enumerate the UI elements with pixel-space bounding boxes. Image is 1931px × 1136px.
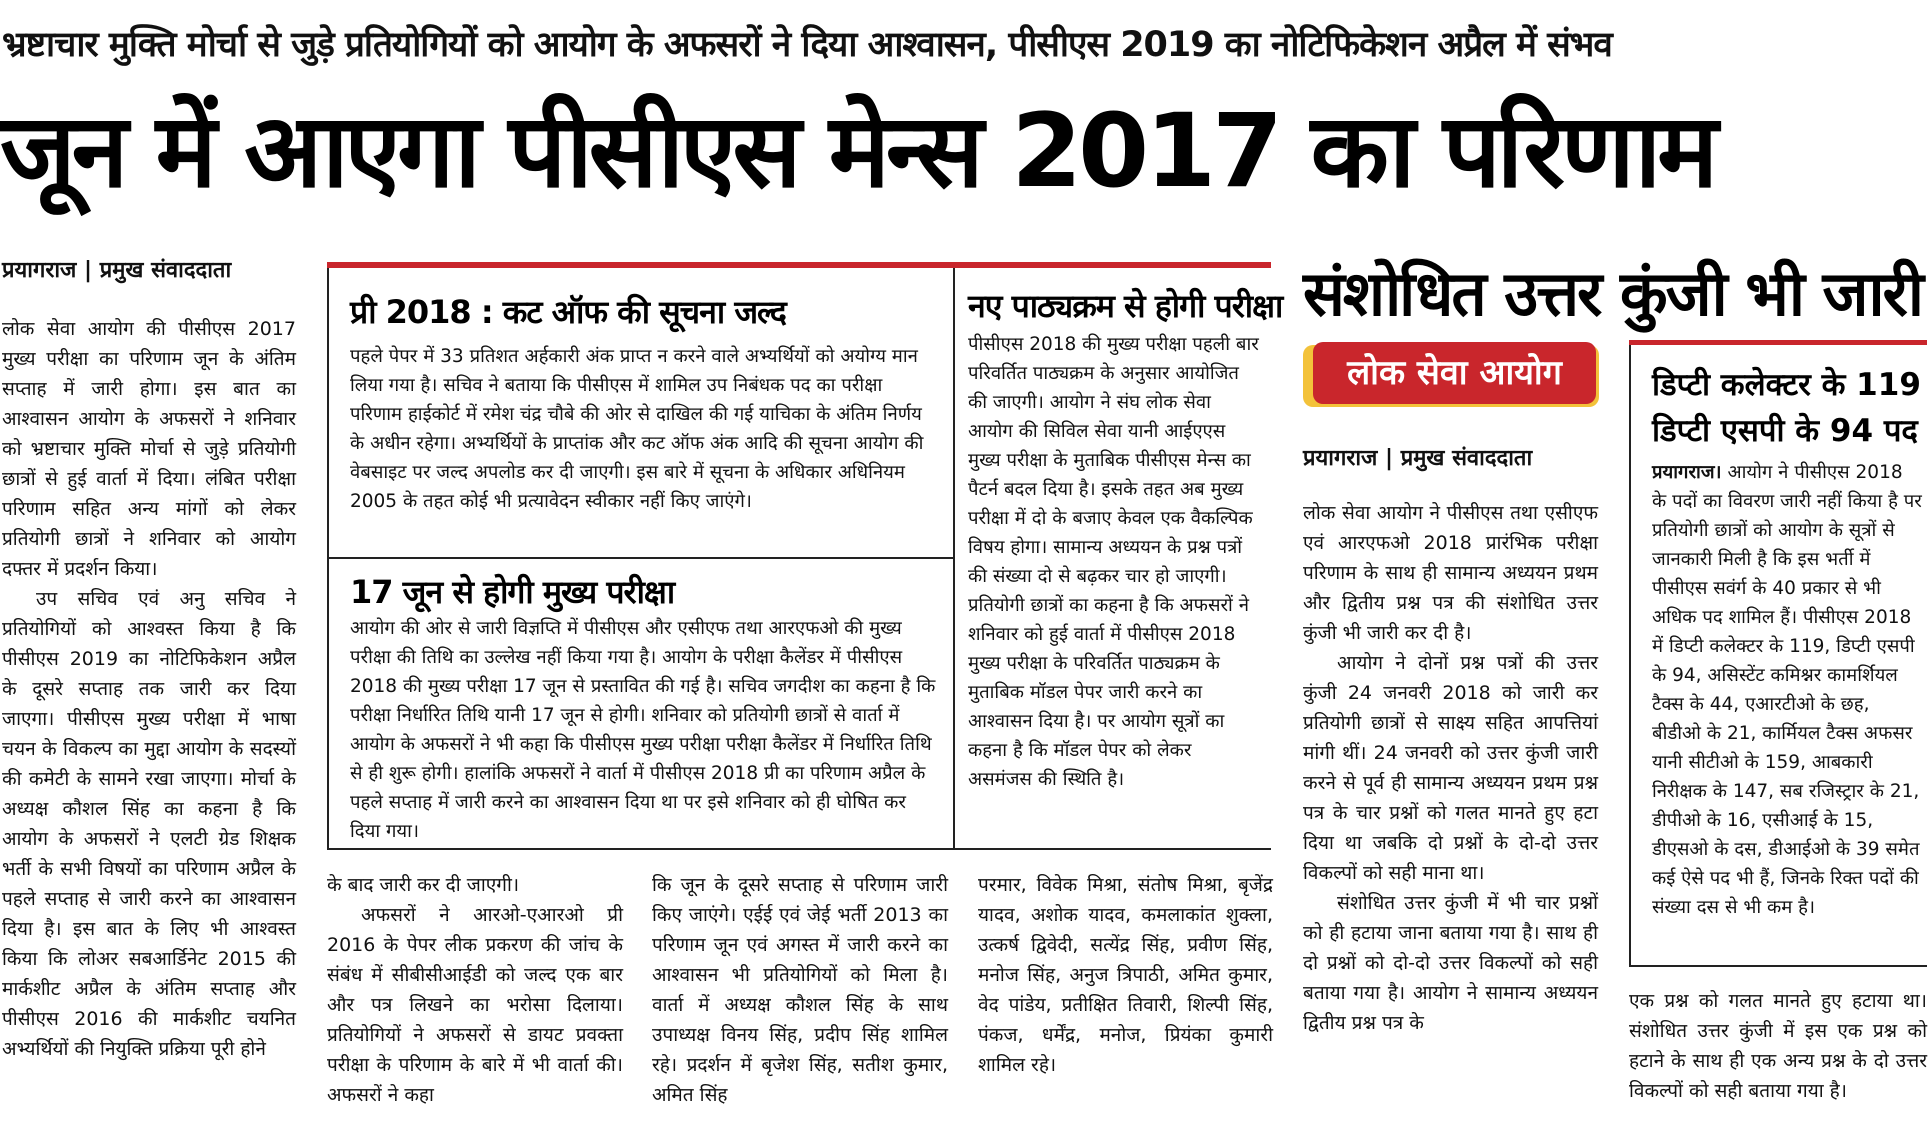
box-3-title: नए पाठ्यक्रम से होगी परीक्षा xyxy=(968,287,1283,325)
column-4-paragraph: परमार, विवेक मिश्रा, संतोष मिश्रा, बृजेंद्र यादव, अशोक यादव, कमलाकांत शुक्ला, उत्कर्ष द्विवेदी, सत्येंद्र सिंह, प्रवीण सिंह, मनोज सिंह, अनुज त्रिपाठी, अमित कुमार, वेद पांडेय, प्रतीक्षित तिवारी, शिल्पी सिंह, पंकज, धर्मेंद्र, मनोज, प्रियंका कुमारी शामिल रहे। xyxy=(978,874,1273,1076)
kicker-line: भ्रष्टाचार मुक्ति मोर्चा से जुड़े प्रतियोगियों को आयोग के अफसरों ने दिया आश्वासन, पीसीएस 2019 का नोटिफिकेशन अप्रैल में संभव xyxy=(2,25,1612,65)
column-1-paragraph-2: उप सचिव एवं अनु सचिव ने प्रतियोगियों को आश्वस्त किया है कि पीसीएस 2019 का नोटिफिकेशन अप्रैल के दूसरे सप्ताह तक जारी कर दिया जाएगा। पीसीएस मुख्य परीक्षा में भाषा चयन के विकल्प का मुद्दा आयोग के सदस्यों की कमेटी के सामने रखा जाएगा। मोर्चा के अध्यक्ष कौशल सिंह का कहना है कि आयोग के अफसरों ने एलटी ग्रेड शिक्षक भर्ती के सभी विषयों का परिणाम अप्रैल के पहले सप्ताह से जारी करने का आश्वासन दिया है। इस बात के लिए भी आश्वस्त किया कि लोअर सबआर्डिनेट 2015 की मार्कशीट अप्रैल के अंतिम सप्ताह और पीसीएस 2016 की मार्कशीट चयनित अभ्यर्थियों की नियुक्ति प्रक्रिया पूरी होने xyxy=(2,588,296,1060)
column-1-paragraph-1: लोक सेवा आयोग की पीसीएस 2017 मुख्य परीक्षा का परिणाम जून के अंतिम सप्ताह में जारी होगा। इस बात का आश्वासन आयोग के अफसरों ने शनिवार को भ्रष्टाचार मुक्ति मोर्चा से जुड़े प्रतियोगी छात्रों से हुई वार्ता में दिया। लंबित परीक्षा परिणाम सहित अन्य मांगों को लेकर प्रतियोगी छात्रों ने शनिवार को आयोग दफ्तर में प्रदर्शन किया। xyxy=(2,318,296,580)
side-paragraph-2: आयोग ने दोनों प्रश्न पत्रों की उत्तर कुंजी 24 जनवरी 2018 को जारी कर प्रतियोगी छात्रों से साक्ष्य सहित आपत्तियां मांगी थीं। 24 जनवरी को उत्तर कुंजी जारी करने से पूर्व ही सामान्य अध्ययन प्रथम प्रश्न पत्र के चार प्रश्नों को गलत मानते हुए हटा दिया था जबकि दो प्रश्नों के दो-दो उत्तर विकल्पों को सही माना था। xyxy=(1303,652,1598,884)
commission-badge: लोक सेवा आयोग xyxy=(1313,342,1596,404)
box-divider-vertical xyxy=(953,268,955,848)
right-box-lead: प्रयागराज। xyxy=(1652,462,1722,483)
box-1-title: प्री 2018 : कट ऑफ की सूचना जल्द xyxy=(350,293,786,331)
side-paragraph-3: संशोधित उत्तर कुंजी में भी चार प्रश्नों को ही हटाया जाना बताया गया है। साथ ही दो प्रश्नों को दो-दो उत्तर विकल्पों को सही बताया गया है। आयोग ने सामान्य अध्ययन द्वितीय प्रश्न पत्र के xyxy=(1303,892,1598,1034)
right-footer-text: एक प्रश्न को गलत मानते हुए हटाया था। संशोधित उत्तर कुंजी में इस एक प्रश्न को हटाने के साथ ही एक अन्य प्रश्न के दो उत्तर विकल्पों को सही बताया गया है। xyxy=(1629,990,1927,1102)
article-column-1 xyxy=(2,314,296,1064)
article-column-3 xyxy=(652,870,948,1110)
right-box-bottom-border xyxy=(1629,965,1927,967)
side-byline: प्रयागराज | प्रमुख संवाददाता xyxy=(1303,446,1533,471)
box-2-title: 17 जून से होगी मुख्य परीक्षा xyxy=(350,573,675,611)
right-box-body: आयोग ने पीसीएस 2018 के पदों का विवरण जारी नहीं किया है पर प्रतियोगी छात्रों को आयोग के सूत्रों से जानकारी मिली है कि इस भर्ती में पीसीएस सवंर्ग के 40 प्रकार से भी अधिक पद शामिल हैं। पीसीएस 2018 में डिप्टी कलेक्टर के 119, डिप्टी एसपी के 94, असिस्टेंट कमिश्नर कामर्शियल टैक्स के 44, एआरटीओ के छह, बीडीओ के 21, कार्मियल टैक्स अफसर यानी सीटीओ के 159, आबकारी निरीक्षक के 147, सब रजिस्ट्रार के 21, डीपीओ के 16, एसीआई के 15, डीएसओ के दस, डीआईओ के 39 समेत कई ऐसे पद भी हैं, जिनके रिक्त पदों की संख्या दस से भी कम है। xyxy=(1652,462,1922,918)
right-box-title: डिप्टी कलेक्टर के 119 डिप्टी एसपी के 94 पद xyxy=(1652,367,1921,449)
side-story-title: संशोधित उत्तर कुंजी भी जारी xyxy=(1303,257,1922,330)
box-2-text: आयोग की ओर से जारी विज्ञप्ति में पीसीएस और एसीएफ तथा आरएफओ की मुख्य परीक्षा की तिथि का उल्लेख नहीं किया गया है। आयोग के परीक्षा कैलेंडर में पीसीएस 2018 की मुख्य परीक्षा 17 जून से प्रस्तावित की गई है। सचिव जगदीश का कहना है कि परीक्षा निर्धारित तिथि यानी 17 जून से होगी। शनिवार को प्रतियोगी छात्रों से वार्ता में आयोग के अफसरों ने भी कहा कि पीसीएस मुख्य परीक्षा परीक्षा कैलेंडर में निर्धारित तिथि से ही शुरू होगी। हालांकि अफसरों ने वार्ता में पीसीएस 2018 प्री का परिणाम अप्रैल के पहले सप्ताह में जारी करने का आश्वासन दिया था पर इसे शनिवार को ही घोषित कर दिया गया। xyxy=(350,618,936,842)
box-bottom-border xyxy=(327,848,1271,850)
box-top-rule xyxy=(327,262,1271,268)
column-2-paragraph-2: अफसरों ने आरओ-एआरओ प्री 2016 के पेपर लीक प्रकरण की जांच के संबंध में सीबीसीआईडी को जल्द एक बार और पत्र लिखने का भरोसा दिलाया। प्रतियोगियों ने अफसरों से डायट प्रवक्ता परीक्षा के परिणाम के बारे में भी वार्ता की। अफसरों ने कहा xyxy=(327,904,623,1106)
box-divider-horizontal xyxy=(327,557,953,559)
column-2-paragraph-1: के बाद जारी कर दी जाएगी। xyxy=(327,874,520,896)
article-column-2 xyxy=(327,870,623,1110)
article-column-4 xyxy=(978,870,1273,1080)
box-1-text: पहले पेपर में 33 प्रतिशत अर्हकारी अंक प्राप्त न करने वाले अभ्यर्थियों को अयोग्य मान लिया गया है। सचिव ने बताया कि पीसीएस में शामिल उप निबंधक पद का परीक्षा परिणाम हाईकोर्ट में रमेश चंद्र चौबे की ओर से दाखिल की गई याचिका के अंतिम निर्णय के अधीन रहेगा। अभ्यर्थियों के प्राप्तांक और कट ऑफ अंक आदि की सूचना आयोग की वेबसाइट पर जल्द अपलोड कर दी जाएगी। इस बारे में सूचना के अधिकार अधिनियम 2005 के तहत कोई भी प्रत्यावेदन स्वीकार नहीं किए जाएंगे। xyxy=(350,346,924,512)
right-box-left-border xyxy=(1629,345,1631,965)
side-story-text xyxy=(1303,498,1598,1038)
right-box-text xyxy=(1652,458,1922,922)
right-box-top-rule xyxy=(1629,340,1927,345)
side-paragraph-1: लोक सेवा आयोग ने पीसीएस तथा एसीएफ एवं आरएफओ 2018 प्रारंभिक परीक्षा परिणाम के साथ ही सामान्य अध्ययन प्रथम और द्वितीय प्रश्न पत्र की संशोधित उत्तर कुंजी भी जारी कर दी है। xyxy=(1303,502,1598,644)
column-3-paragraph: कि जून के दूसरे सप्ताह से परिणाम जारी किए जाएंगे। एईई एवं जेई भर्ती 2013 का परिणाम जून एवं अगस्त में जारी करने का आश्वासन भी प्रतियोगियों को मिला है। वार्ता में अध्यक्ष कौशल सिंह के साथ उपाध्यक्ष विनय सिंह, प्रदीप सिंह शामिल रहे। प्रदर्शन में बृजेश सिंह, सतीश कुमार, अमित सिंह xyxy=(652,874,948,1106)
byline-left: प्रयागराज | प्रमुख संवाददाता xyxy=(2,258,232,283)
main-headline: जून में आएगा पीसीएस मेन्स 2017 का परिणाम xyxy=(0,92,1715,211)
box-3-text: पीसीएस 2018 की मुख्य परीक्षा पहली बार परिवर्तित पाठ्यक्रम के अनुसार आयोजित की जाएगी। आयोग ने संघ लोक सेवा आयोग की सिविल सेवा यानी आईएएस मुख्य परीक्षा के मुताबिक पीसीएस मेन्स का पैटर्न बदल दिया है। इसके तहत अब मुख्य परीक्षा में दो के बजाए केवल एक वैकल्पिक विषय होगा। सामान्य अध्ययन के प्रश्न पत्रों की संख्या दो से बढ़कर चार हो जाएगी। प्रतियोगी छात्रों का कहना है कि अफसरों ने शनिवार को हुई वार्ता में पीसीएस 2018 मुख्य परीक्षा के परिवर्तित पाठ्यक्रम के मुताबिक मॉडल पेपर जारी करने का आश्वासन दिया है। पर आयोग सूत्रों का कहना है कि मॉडल पेपर को लेकर असमंजस की स्थिति है। xyxy=(968,334,1259,790)
